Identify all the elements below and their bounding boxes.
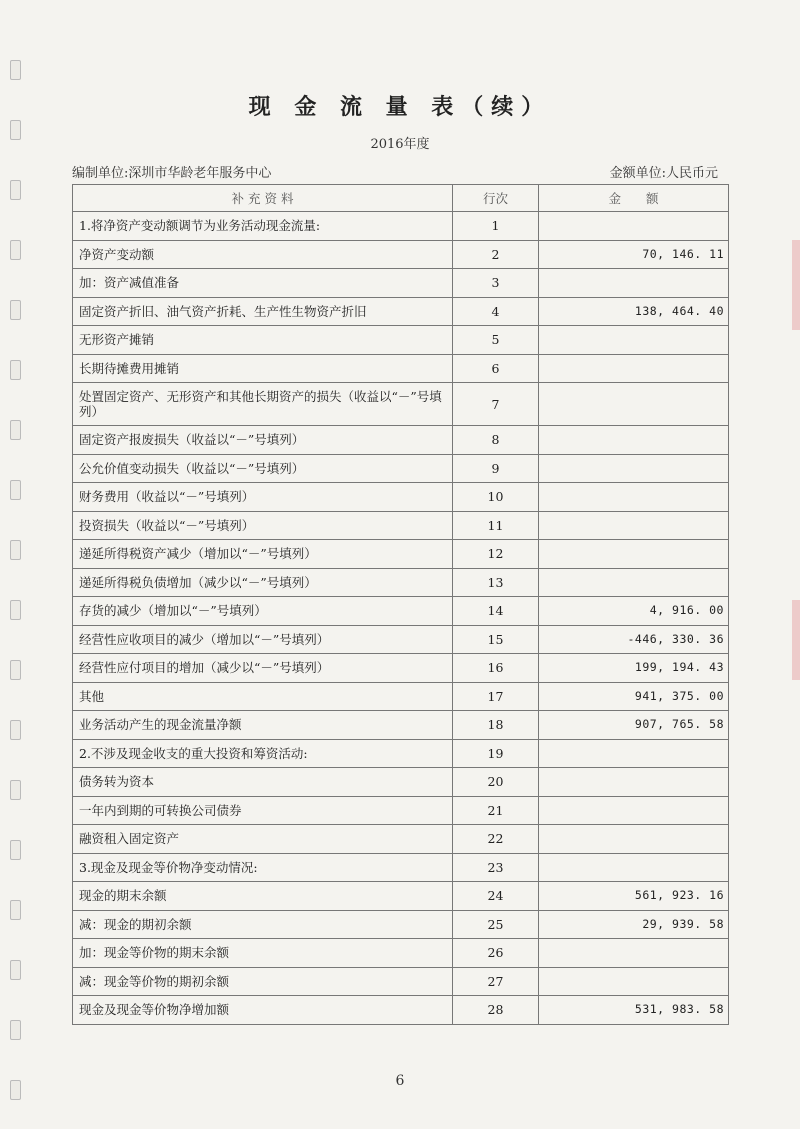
row-amount: 4, 916. 00 [539,597,729,626]
row-item: 净资产变动额 [73,240,453,269]
row-item: 业务活动产生的现金流量净额 [73,711,453,740]
row-amount [539,383,729,426]
binding-hole [10,660,21,680]
binding-hole [10,900,21,920]
binding-hole [10,600,21,620]
table-row [73,825,729,854]
row-item: 加：现金等价物的期末余额 [73,939,453,968]
row-number: 6 [453,354,539,383]
currency-unit-label: 金额单位:人民币元 [609,166,718,181]
row-amount: 29, 939. 58 [539,910,729,939]
binding-hole [10,780,21,800]
table-row [73,796,729,825]
row-item: 递延所得税资产减少（增加以“－”号填列） [73,540,453,569]
row-amount: -446, 330. 36 [539,625,729,654]
table-row [73,383,729,426]
table-row [73,240,729,269]
row-item: 经营性应收项目的减少（增加以“－”号填列） [73,625,453,654]
row-number: 2 [453,240,539,269]
row-amount [539,540,729,569]
row-amount: 907, 765. 58 [539,711,729,740]
row-amount [539,212,729,241]
row-number: 20 [453,768,539,797]
row-item: 一年内到期的可转换公司债券 [73,796,453,825]
row-item: 3.现金及现金等价物净变动情况: [73,853,453,882]
binding-hole [10,240,21,260]
row-item: 固定资产报废损失（收益以“－”号填列） [73,426,453,455]
binding-hole [10,540,21,560]
table-row [73,212,729,241]
table-row [73,511,729,540]
row-amount: 199, 194. 43 [539,654,729,683]
row-amount [539,426,729,455]
row-item: 投资损失（收益以“－”号填列） [73,511,453,540]
table-row [73,426,729,455]
row-amount [539,967,729,996]
table-row [73,739,729,768]
table-row [73,483,729,512]
row-amount: 531, 983. 58 [539,996,729,1025]
binding-hole [10,300,21,320]
binding-hole [10,60,21,80]
binding-hole [10,840,21,860]
row-number: 8 [453,426,539,455]
table-row [73,682,729,711]
row-number: 22 [453,825,539,854]
row-amount [539,454,729,483]
row-amount [539,568,729,597]
row-item: 加：资产减值准备 [73,269,453,298]
table-row [73,996,729,1025]
row-amount: 138, 464. 40 [539,297,729,326]
table-row [73,354,729,383]
seal-edge-mark [792,600,800,680]
table-row [73,654,729,683]
row-amount [539,768,729,797]
row-amount [539,354,729,383]
row-number: 7 [453,383,539,426]
seal-edge-mark [792,240,800,330]
row-number: 23 [453,853,539,882]
row-amount [539,796,729,825]
table-row [73,625,729,654]
row-number: 25 [453,910,539,939]
row-item: 2.不涉及现金收支的重大投资和筹资活动: [73,739,453,768]
row-number: 12 [453,540,539,569]
row-number: 3 [453,269,539,298]
row-amount: 941, 375. 00 [539,682,729,711]
header-row-number: 行次 [453,185,539,212]
row-number: 14 [453,597,539,626]
table-row [73,967,729,996]
row-amount [539,326,729,355]
table-row [73,910,729,939]
row-number: 15 [453,625,539,654]
row-item: 债务转为资本 [73,768,453,797]
row-number: 26 [453,939,539,968]
row-item: 长期待摊费用摊销 [73,354,453,383]
row-amount [539,853,729,882]
row-number: 5 [453,326,539,355]
row-amount [539,739,729,768]
table-header-row [73,185,729,212]
header-item: 补 充 资 料 [73,185,453,212]
binding-hole [10,480,21,500]
row-number: 11 [453,511,539,540]
binding-hole [10,1020,21,1040]
binding-hole [10,360,21,380]
row-amount [539,939,729,968]
table-row [73,269,729,298]
table-row [73,768,729,797]
table-row [73,568,729,597]
table-row [73,540,729,569]
row-item: 递延所得税负债增加（减少以“－”号填列） [73,568,453,597]
row-number: 18 [453,711,539,740]
row-item: 减：现金的期初余额 [73,910,453,939]
row-number: 13 [453,568,539,597]
row-item: 无形资产摊销 [73,326,453,355]
row-amount: 561, 923. 16 [539,882,729,911]
row-number: 9 [453,454,539,483]
table-row [73,939,729,968]
table-row [73,853,729,882]
report-year: 2016年度 [370,137,430,152]
row-item: 存货的减少（增加以“－”号填列） [73,597,453,626]
page-title: 现 金 流 量 表（续） [248,94,552,120]
row-item: 其他 [73,682,453,711]
page-number: 6 [395,1073,405,1089]
binding-hole [10,180,21,200]
table-row [73,454,729,483]
row-item: 公允价值变动损失（收益以“－”号填列） [73,454,453,483]
table-row [73,882,729,911]
cash-flow-table [72,184,729,1025]
header-amount: 金 额 [539,185,729,212]
table-row [73,297,729,326]
row-number: 4 [453,297,539,326]
row-item: 现金及现金等价物净增加额 [73,996,453,1025]
binding-hole [10,420,21,440]
row-item: 现金的期末余额 [73,882,453,911]
table-row [73,326,729,355]
row-amount [539,825,729,854]
row-number: 16 [453,654,539,683]
row-item: 经营性应付项目的增加（减少以“－”号填列） [73,654,453,683]
row-item: 1.将净资产变动额调节为业务活动现金流量: [73,212,453,241]
row-number: 10 [453,483,539,512]
row-number: 21 [453,796,539,825]
table-row [73,711,729,740]
row-amount [539,483,729,512]
row-number: 17 [453,682,539,711]
row-item: 固定资产折旧、油气资产折耗、生产性生物资产折旧 [73,297,453,326]
table-row [73,597,729,626]
row-item: 减：现金等价物的期初余额 [73,967,453,996]
row-number: 28 [453,996,539,1025]
row-item: 融资租入固定资产 [73,825,453,854]
row-number: 19 [453,739,539,768]
row-item: 财务费用（收益以“－”号填列） [73,483,453,512]
binding-hole [10,720,21,740]
row-item: 处置固定资产、无形资产和其他长期资产的损失（收益以“－”号填列） [73,383,453,426]
organization-label: 编制单位:深圳市华龄老年服务中心 [72,166,272,181]
row-number: 24 [453,882,539,911]
row-amount [539,269,729,298]
binding-hole [10,960,21,980]
row-number: 27 [453,967,539,996]
row-number: 1 [453,212,539,241]
row-amount: 70, 146. 11 [539,240,729,269]
row-amount [539,511,729,540]
